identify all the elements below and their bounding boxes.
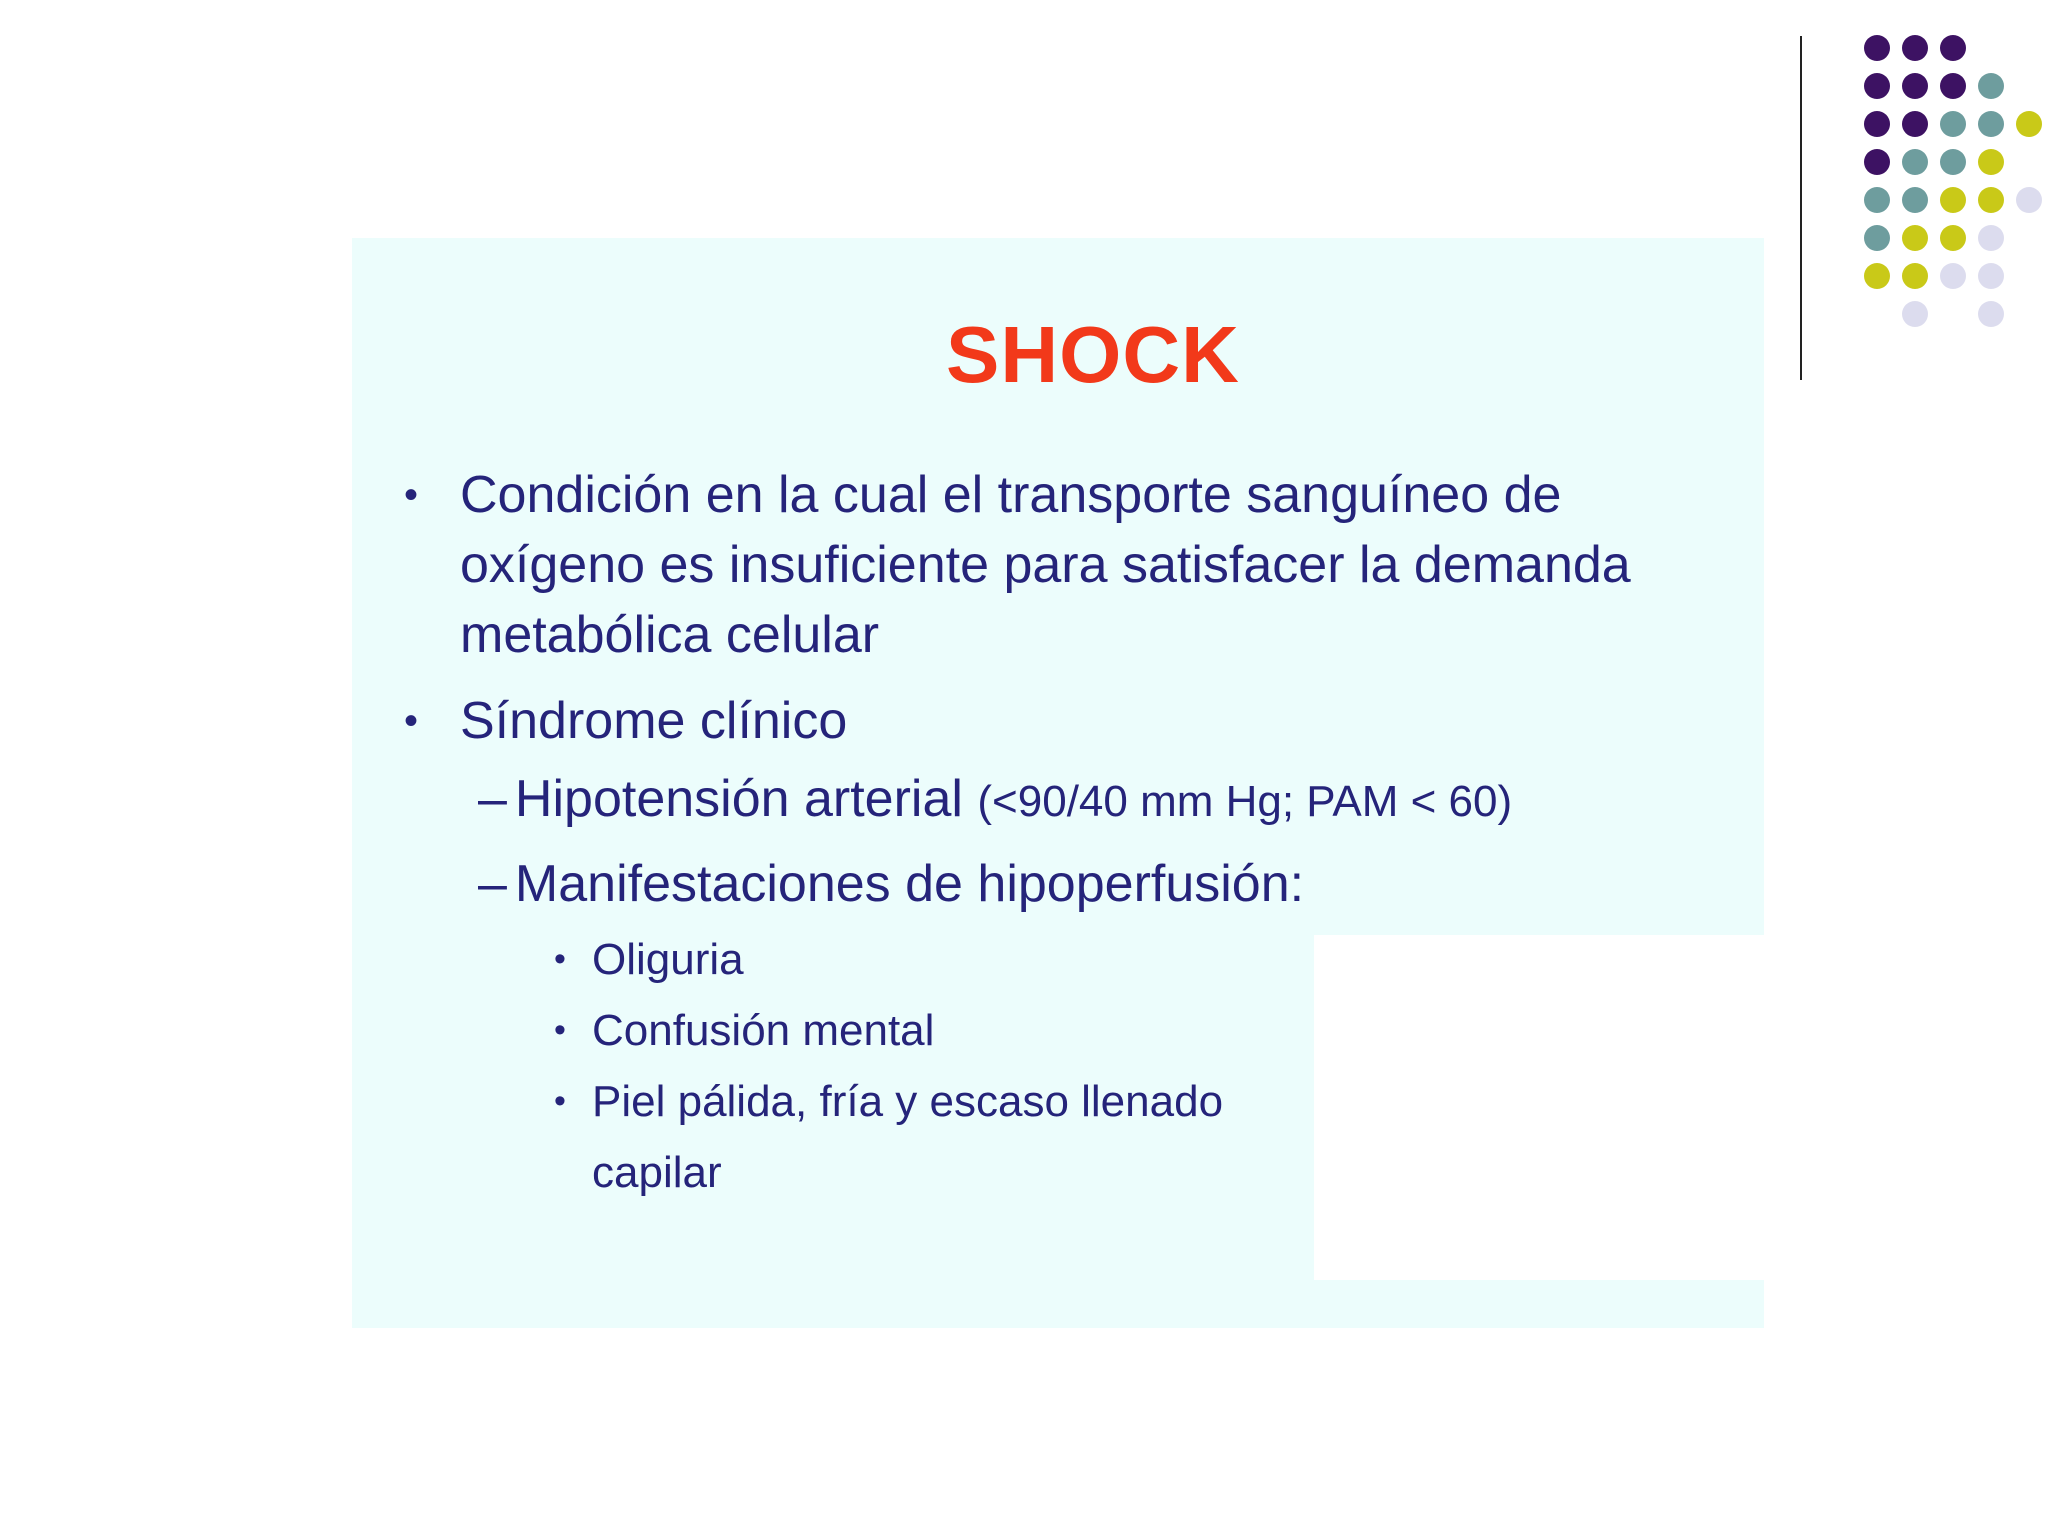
sub-bullet-marker: – <box>478 770 507 828</box>
decorative-dot <box>1940 111 1966 137</box>
bullet-marker: • <box>404 699 419 743</box>
decorative-dot <box>1978 149 2004 175</box>
decorative-dot <box>1978 187 2004 213</box>
decorative-dot <box>1940 73 1966 99</box>
bullet-item <box>404 686 1744 756</box>
decorative-dot <box>1940 149 1966 175</box>
bullet-text: Síndrome clínico <box>460 692 848 750</box>
sub-sub-bullet-marker: • <box>554 1082 566 1120</box>
decorative-dot <box>1902 187 1928 213</box>
sub-sub-bullet-marker: • <box>554 1011 566 1049</box>
bullet-item <box>404 460 1744 670</box>
decorative-dot <box>1864 225 1890 251</box>
sub-bullet-list <box>478 764 1758 931</box>
decorative-dot <box>1864 111 1890 137</box>
sub-sub-bullet-text: Oliguria <box>592 935 744 984</box>
decorative-dot <box>1864 35 1890 61</box>
sub-sub-bullet-list <box>554 924 1314 1208</box>
decorative-dot <box>1902 225 1928 251</box>
decorative-dot <box>1940 35 1966 61</box>
sub-bullet-note: (<90/40 mm Hg; PAM < 60) <box>977 777 1513 826</box>
sub-bullet-marker: – <box>478 855 507 913</box>
slide-title: SHOCK <box>946 310 1240 399</box>
bullet-list <box>404 460 1744 772</box>
bullet-text: Condición en la cual el transporte sanguíneo de oxígeno es insuficiente para satisfacer la demanda metabólica celular <box>460 466 1631 664</box>
decorative-dot <box>1978 263 2004 289</box>
decorative-dot <box>1864 73 1890 99</box>
decorative-dot <box>1940 225 1966 251</box>
decorative-dot <box>1978 111 2004 137</box>
sub-bullet-text: Manifestaciones de hipoperfusión: <box>514 855 1305 913</box>
sub-sub-bullet-item <box>554 1066 1314 1208</box>
decorative-dot <box>2016 187 2042 213</box>
decorative-dot <box>1902 149 1928 175</box>
decorative-dot <box>1902 263 1928 289</box>
decorative-dot <box>1978 73 2004 99</box>
sub-sub-bullet-item <box>554 924 1314 995</box>
decorative-dot <box>1978 225 2004 251</box>
decorative-dot <box>1902 301 1928 327</box>
sub-bullet-item <box>478 764 1758 837</box>
decorative-dot <box>1902 73 1928 99</box>
blank-image-area <box>1314 935 1766 1280</box>
decorative-dot <box>1940 187 1966 213</box>
sub-sub-bullet-marker: • <box>554 940 566 978</box>
decorative-dot <box>1940 263 1966 289</box>
decorative-dot <box>1902 35 1928 61</box>
decorative-dot <box>2016 111 2042 137</box>
sub-sub-bullet-item <box>554 995 1314 1066</box>
sub-bullet-item <box>478 849 1758 919</box>
bullet-marker: • <box>404 473 419 517</box>
sub-sub-bullet-text: Piel pálida, fría y escaso llenado capilar <box>592 1077 1224 1197</box>
decorative-dot <box>1864 263 1890 289</box>
decorative-dot <box>1864 149 1890 175</box>
decorative-dot <box>1864 187 1890 213</box>
decorative-dot <box>1978 301 2004 327</box>
decorative-dot <box>1902 111 1928 137</box>
sub-bullet-text: Hipotensión arterial <box>514 770 963 828</box>
sub-sub-bullet-text: Confusión mental <box>592 1006 935 1055</box>
